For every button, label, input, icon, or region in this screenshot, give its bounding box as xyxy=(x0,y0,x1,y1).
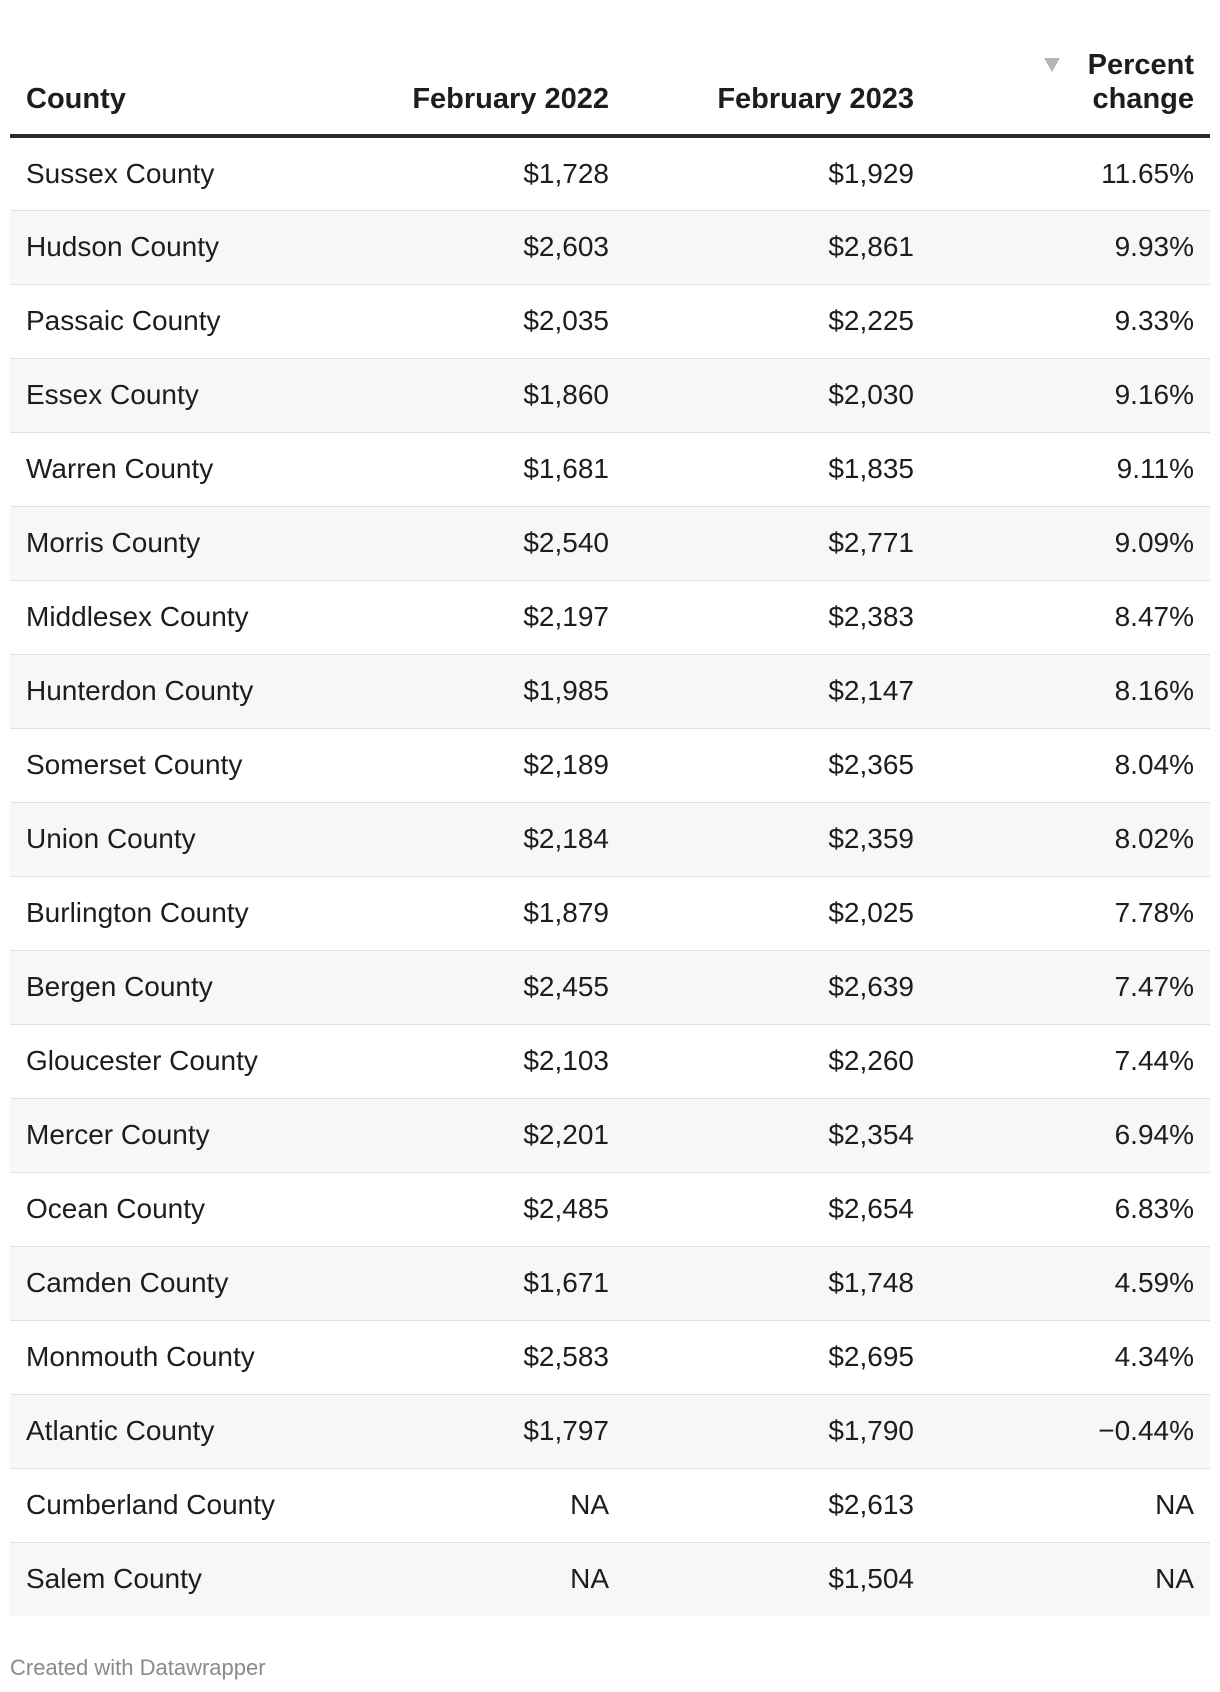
cell-february-2022: $1,985 xyxy=(340,654,625,728)
cell-percent-change: 6.83% xyxy=(930,1172,1210,1246)
cell-february-2023: $2,359 xyxy=(625,802,930,876)
table-row xyxy=(10,506,1210,580)
column-header-percent-change[interactable] xyxy=(930,0,1210,136)
cell-february-2022: $1,728 xyxy=(340,136,625,210)
table-body xyxy=(10,136,1210,1616)
cell-february-2023: $2,861 xyxy=(625,210,930,284)
cell-february-2023: $2,771 xyxy=(625,506,930,580)
cell-february-2023: $2,260 xyxy=(625,1024,930,1098)
cell-february-2022: $2,197 xyxy=(340,580,625,654)
table-row xyxy=(10,432,1210,506)
sort-down-triangle-icon xyxy=(1044,58,1060,72)
cell-county: Essex County xyxy=(10,358,340,432)
table-row xyxy=(10,1024,1210,1098)
cell-county: Salem County xyxy=(10,1542,340,1616)
cell-county: Burlington County xyxy=(10,876,340,950)
cell-february-2022: $2,485 xyxy=(340,1172,625,1246)
cell-february-2023: $2,613 xyxy=(625,1468,930,1542)
cell-county: Middlesex County xyxy=(10,580,340,654)
cell-percent-change: 8.16% xyxy=(930,654,1210,728)
cell-percent-change: 8.04% xyxy=(930,728,1210,802)
cell-february-2022: NA xyxy=(340,1468,625,1542)
cell-county: Hudson County xyxy=(10,210,340,284)
cell-february-2022: $1,671 xyxy=(340,1246,625,1320)
cell-february-2022: $1,681 xyxy=(340,432,625,506)
cell-county: Gloucester County xyxy=(10,1024,340,1098)
table-row xyxy=(10,1320,1210,1394)
cell-percent-change: 7.78% xyxy=(930,876,1210,950)
cell-february-2022: $1,879 xyxy=(340,876,625,950)
cell-county: Union County xyxy=(10,802,340,876)
cell-percent-change: NA xyxy=(930,1542,1210,1616)
cell-county: Ocean County xyxy=(10,1172,340,1246)
table-row xyxy=(10,654,1210,728)
cell-percent-change: 6.94% xyxy=(930,1098,1210,1172)
cell-february-2023: $1,504 xyxy=(625,1542,930,1616)
cell-february-2023: $2,383 xyxy=(625,580,930,654)
column-header-label: February 2023 xyxy=(717,83,914,115)
cell-february-2023: $1,790 xyxy=(625,1394,930,1468)
cell-county: Cumberland County xyxy=(10,1468,340,1542)
cell-february-2022: $2,583 xyxy=(340,1320,625,1394)
cell-february-2023: $1,835 xyxy=(625,432,930,506)
cell-percent-change: 9.11% xyxy=(930,432,1210,506)
cell-county: Somerset County xyxy=(10,728,340,802)
cell-county: Camden County xyxy=(10,1246,340,1320)
data-table-container xyxy=(10,0,1210,1616)
cell-february-2022: $2,455 xyxy=(340,950,625,1024)
cell-county: Sussex County xyxy=(10,136,340,210)
column-header-february-2022[interactable] xyxy=(340,0,625,136)
column-header-label: County xyxy=(26,83,126,115)
table-row xyxy=(10,284,1210,358)
cell-february-2023: $2,354 xyxy=(625,1098,930,1172)
cell-percent-change: 11.65% xyxy=(930,136,1210,210)
table-row xyxy=(10,1098,1210,1172)
cell-percent-change: 8.47% xyxy=(930,580,1210,654)
cell-february-2023: $2,639 xyxy=(625,950,930,1024)
table-row xyxy=(10,802,1210,876)
cell-percent-change: 9.09% xyxy=(930,506,1210,580)
table-row xyxy=(10,728,1210,802)
cell-february-2022: $2,103 xyxy=(340,1024,625,1098)
cell-february-2022: $1,860 xyxy=(340,358,625,432)
column-header-label: Percent change xyxy=(1087,49,1194,115)
table-row xyxy=(10,1394,1210,1468)
table-header xyxy=(10,0,1210,136)
cell-percent-change: 9.33% xyxy=(930,284,1210,358)
cell-county: Monmouth County xyxy=(10,1320,340,1394)
cell-percent-change: −0.44% xyxy=(930,1394,1210,1468)
cell-percent-change: 7.44% xyxy=(930,1024,1210,1098)
cell-february-2023: $2,365 xyxy=(625,728,930,802)
cell-february-2022: $2,201 xyxy=(340,1098,625,1172)
cell-february-2022: $2,189 xyxy=(340,728,625,802)
cell-february-2023: $2,225 xyxy=(625,284,930,358)
cell-february-2022: $2,540 xyxy=(340,506,625,580)
header-row xyxy=(10,0,1210,136)
county-rent-table xyxy=(10,0,1210,1616)
cell-february-2023: $2,695 xyxy=(625,1320,930,1394)
cell-percent-change: NA xyxy=(930,1468,1210,1542)
cell-february-2022: $2,184 xyxy=(340,802,625,876)
cell-february-2022: $2,603 xyxy=(340,210,625,284)
table-row xyxy=(10,580,1210,654)
cell-county: Passaic County xyxy=(10,284,340,358)
cell-february-2023: $2,025 xyxy=(625,876,930,950)
cell-county: Morris County xyxy=(10,506,340,580)
cell-february-2023: $1,929 xyxy=(625,136,930,210)
datawrapper-credit[interactable]: Created with Datawrapper xyxy=(10,1655,266,1680)
cell-county: Mercer County xyxy=(10,1098,340,1172)
column-header-county[interactable] xyxy=(10,0,340,136)
cell-percent-change: 8.02% xyxy=(930,802,1210,876)
cell-percent-change: 7.47% xyxy=(930,950,1210,1024)
cell-county: Atlantic County xyxy=(10,1394,340,1468)
column-header-label: February 2022 xyxy=(412,83,609,115)
table-row xyxy=(10,136,1210,210)
cell-percent-change: 9.93% xyxy=(930,210,1210,284)
table-row xyxy=(10,1246,1210,1320)
column-header-february-2023[interactable] xyxy=(625,0,930,136)
cell-county: Warren County xyxy=(10,432,340,506)
cell-percent-change: 9.16% xyxy=(930,358,1210,432)
cell-february-2023: $2,030 xyxy=(625,358,930,432)
cell-county: Hunterdon County xyxy=(10,654,340,728)
cell-february-2023: $1,748 xyxy=(625,1246,930,1320)
cell-percent-change: 4.34% xyxy=(930,1320,1210,1394)
cell-february-2023: $2,654 xyxy=(625,1172,930,1246)
table-row xyxy=(10,1468,1210,1542)
cell-february-2022: $1,797 xyxy=(340,1394,625,1468)
sorted-header-wrap xyxy=(1044,48,1194,116)
cell-february-2022: NA xyxy=(340,1542,625,1616)
cell-county: Bergen County xyxy=(10,950,340,1024)
table-row xyxy=(10,876,1210,950)
table-row xyxy=(10,1172,1210,1246)
cell-february-2022: $2,035 xyxy=(340,284,625,358)
cell-percent-change: 4.59% xyxy=(930,1246,1210,1320)
table-row xyxy=(10,210,1210,284)
table-row xyxy=(10,1542,1210,1616)
table-row xyxy=(10,358,1210,432)
table-row xyxy=(10,950,1210,1024)
cell-february-2023: $2,147 xyxy=(625,654,930,728)
